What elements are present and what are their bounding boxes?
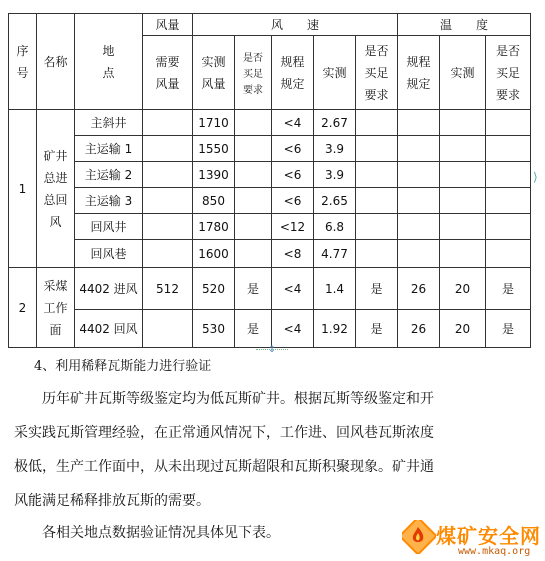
cell-spec: <12 [272,214,314,240]
body-text-line: 历年矿井瓦斯等级鉴定均为低瓦斯矿井。根据瓦斯等级鉴定和开 [14,391,434,407]
cell-temp-ok [486,162,531,188]
cell-temp-spec [398,188,440,214]
header-temp-measured: 实测 [440,36,486,110]
cell-temp-spec [398,110,440,136]
ventilation-verification-table [8,13,531,348]
cell-temp-spec [398,136,440,162]
header-seq: 序 号 [9,14,37,110]
cell-required [143,110,193,136]
header-speed-ok: 是否 买足 要求 [356,36,398,110]
cell-speed-ok [356,136,398,162]
cell-temp-ok [486,240,531,268]
table-row [9,162,531,188]
table-row [9,188,531,214]
cell-ok [235,214,272,240]
cell-temp-spec: 26 [398,310,440,348]
cell-speed-ok: 是 [356,268,398,310]
cell-temp [440,162,486,188]
body-text-line: 采实践瓦斯管理经验，在正常通风情况下，工作进、回风巷瓦斯浓度 [14,425,434,441]
cell-measured: 1390 [193,162,235,188]
cell-ok [235,110,272,136]
table-row [9,136,531,162]
cell-temp-spec [398,240,440,268]
cell-place: 回风井 [75,214,143,240]
table-resize-handle-right[interactable]: ⟩ [533,170,538,184]
cell-required [143,240,193,268]
cell-spec: <4 [272,310,314,348]
cell-spec: <6 [272,188,314,214]
cell-temp-ok: 是 [486,310,531,348]
group2-name: 采煤 工作 面 [37,268,75,348]
cell-required [143,162,193,188]
cell-temp-ok [486,136,531,162]
cell-temp-ok [486,110,531,136]
cell-temp: 20 [440,310,486,348]
cell-speed: 2.65 [314,188,356,214]
cell-ok: 是 [235,268,272,310]
header-temp-group: 温 度 [398,14,531,36]
cell-temp [440,110,486,136]
cell-measured: 530 [193,310,235,348]
cell-speed: 1.92 [314,310,356,348]
cell-measured: 520 [193,268,235,310]
header-airflow-group: 风量 [143,14,193,36]
watermark-name: 煤矿安全网 [436,524,541,548]
flame-logo-icon [402,520,436,554]
cell-spec: <6 [272,136,314,162]
cell-measured: 850 [193,188,235,214]
table-row [9,310,531,348]
cell-speed: 2.67 [314,110,356,136]
cell-measured: 1780 [193,214,235,240]
cell-temp [440,240,486,268]
cell-place: 4402 回风 [75,310,143,348]
header-temp-ok: 是否 买足 要求 [486,36,531,110]
cell-temp [440,188,486,214]
cell-temp [440,214,486,240]
header-speed-measured: 实测 [314,36,356,110]
cell-required [143,310,193,348]
table-row [9,240,531,268]
cell-speed: 6.8 [314,214,356,240]
header-measured-airflow: 实测 风量 [193,36,235,110]
cell-place: 主运输 3 [75,188,143,214]
group1-seq: 1 [9,110,37,268]
cell-place: 主运输 1 [75,136,143,162]
cell-speed-ok: 是 [356,310,398,348]
cell-required: 512 [143,268,193,310]
cell-required [143,214,193,240]
cell-speed: 3.9 [314,162,356,188]
cell-ok [235,136,272,162]
cell-measured: 1600 [193,240,235,268]
group2-seq: 2 [9,268,37,348]
cell-temp-spec: 26 [398,268,440,310]
cell-speed: 3.9 [314,136,356,162]
header-name: 名称 [37,14,75,110]
cell-spec: <6 [272,162,314,188]
header-temp-spec: 规程 规定 [398,36,440,110]
cell-temp-spec [398,162,440,188]
body-text-line: 风能满足稀释排放瓦斯的需要。 [14,493,210,509]
table-row [9,214,531,240]
cell-spec: <4 [272,268,314,310]
cell-spec: <8 [272,240,314,268]
site-watermark [400,516,545,561]
cell-place: 回风巷 [75,240,143,268]
section-heading: 4、利用稀释瓦斯能力进行验证 [34,359,212,374]
cell-speed: 4.77 [314,240,356,268]
header-airflow-ok: 是否 买足 要求 [235,36,272,110]
cell-required [143,188,193,214]
header-place: 地 点 [75,14,143,110]
cell-spec: <4 [272,110,314,136]
table-row [9,268,531,310]
header-required-airflow: 需要 风量 [143,36,193,110]
cell-place: 主斜井 [75,110,143,136]
cell-ok [235,240,272,268]
cell-ok [235,162,272,188]
cell-place: 4402 进风 [75,268,143,310]
cell-measured: 1550 [193,136,235,162]
cell-ok [235,188,272,214]
cell-temp-ok [486,214,531,240]
cell-temp-spec [398,214,440,240]
watermark-url: www.mkaq.org [458,546,531,557]
cell-temp-ok [486,188,531,214]
cell-speed-ok [356,188,398,214]
body-text-line: 极低，生产工作面中，从未出现过瓦斯超限和瓦斯积聚现象。矿井通 [14,459,434,475]
table-resize-handle-bottom[interactable]: ⇕ [256,349,288,356]
cell-required [143,136,193,162]
cell-ok: 是 [235,310,272,348]
cell-temp: 20 [440,268,486,310]
cell-speed-ok [356,214,398,240]
cell-place: 主运输 2 [75,162,143,188]
cell-temp [440,136,486,162]
header-speed-group: 风 速 [193,14,398,36]
cell-speed-ok [356,110,398,136]
table-row [9,110,531,136]
cell-measured: 1710 [193,110,235,136]
group1-name: 矿井 总进 总回 风 [37,110,75,268]
cell-temp-ok: 是 [486,268,531,310]
body-text-line: 各相关地点数据验证情况具体见下表。 [14,525,280,541]
cell-speed: 1.4 [314,268,356,310]
cell-speed-ok [356,162,398,188]
header-speed-spec: 规程 规定 [272,36,314,110]
cell-speed-ok [356,240,398,268]
